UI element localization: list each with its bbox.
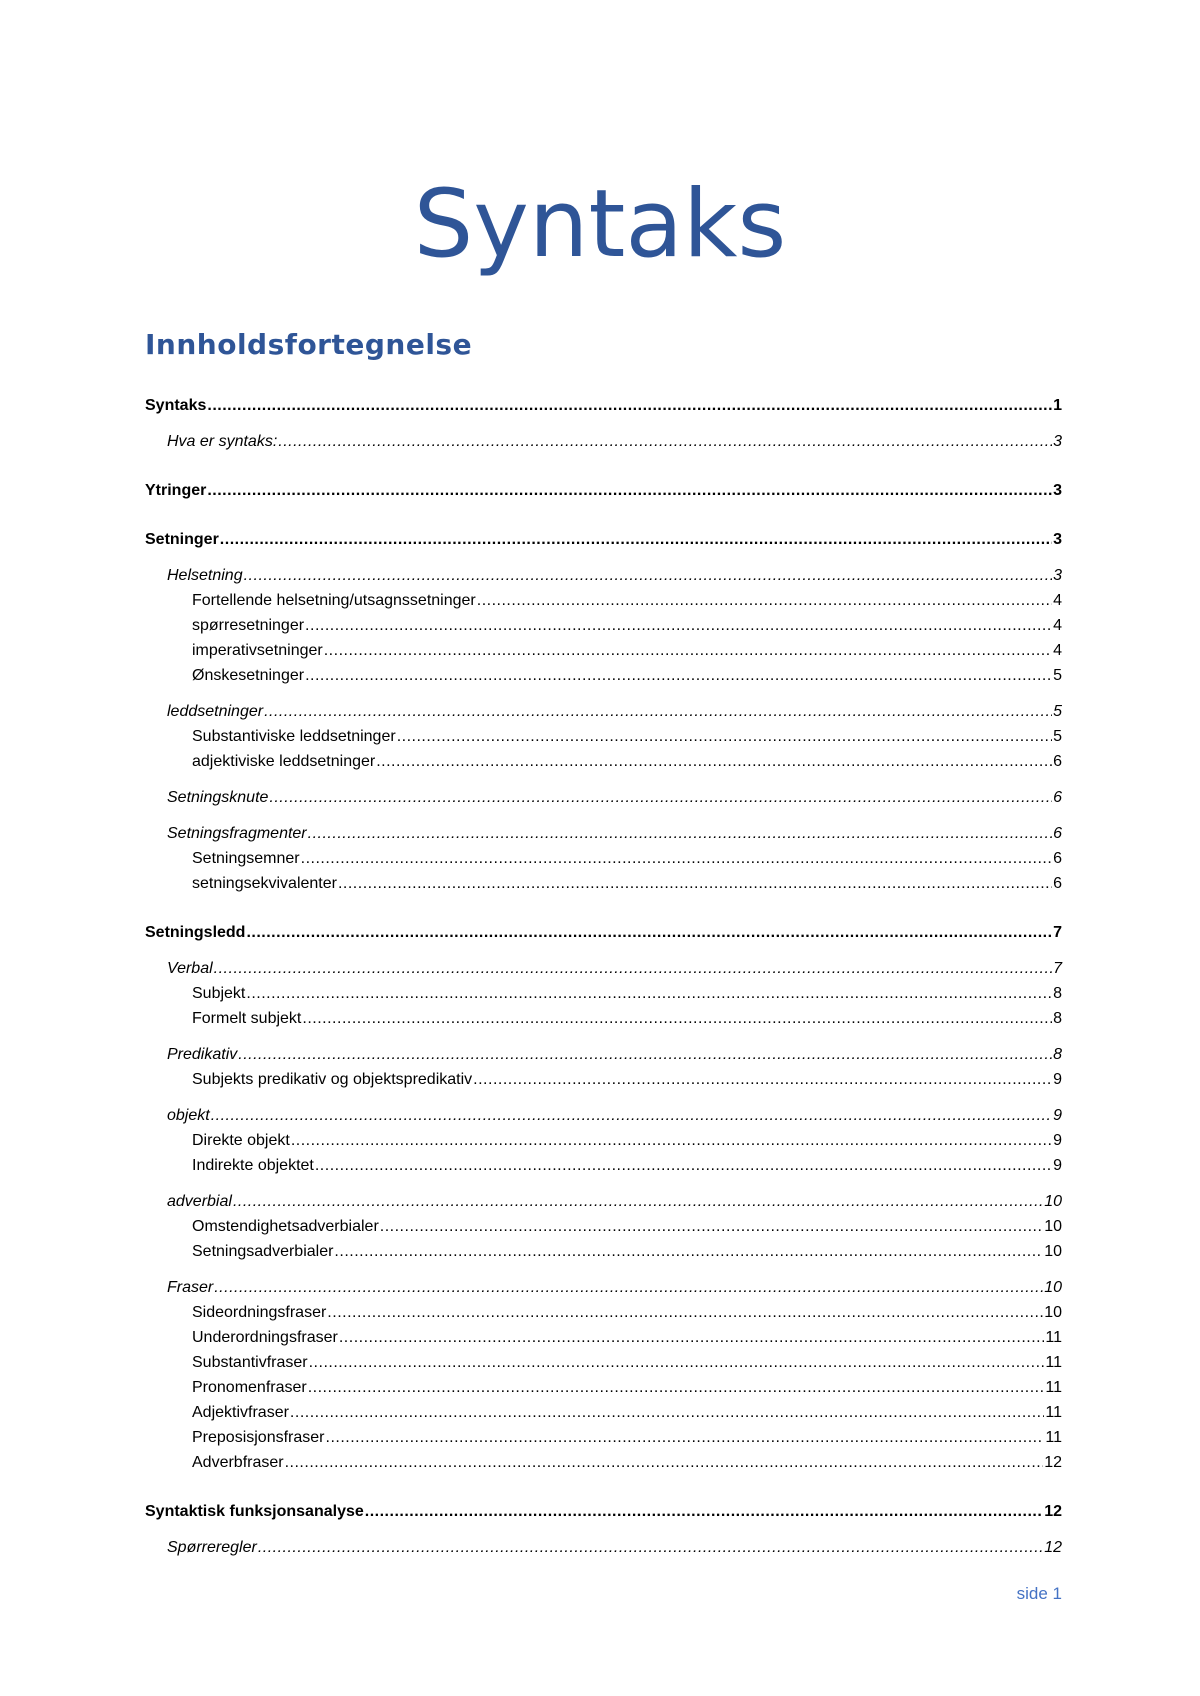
toc-entry[interactable] [145, 1042, 1062, 1067]
toc-entry-page: 4 [1053, 617, 1062, 634]
page-number-footer: side 1 [1016, 1584, 1062, 1603]
toc-entry[interactable] [145, 1300, 1062, 1325]
document-title: Syntaks [413, 170, 787, 279]
toc-leader-dots [315, 1153, 1052, 1178]
toc-entry[interactable] [145, 1275, 1062, 1300]
toc-leader-dots [334, 1239, 1043, 1264]
toc-leader-dots [290, 1400, 1044, 1425]
toc-entry[interactable] [145, 1535, 1062, 1560]
toc-entry-page: 7 [1053, 960, 1062, 977]
toc-entry-title: adjektiviske leddsetninger [192, 753, 376, 770]
toc-entry-page: 1 [1053, 397, 1062, 414]
toc-entry[interactable] [145, 1153, 1062, 1178]
table-of-contents [145, 393, 1062, 1560]
toc-entry[interactable] [145, 1375, 1062, 1400]
toc-entry[interactable] [145, 749, 1062, 774]
toc-entry-page: 12 [1044, 1454, 1062, 1471]
toc-entry[interactable] [145, 699, 1062, 724]
toc-leader-dots [207, 393, 1052, 418]
toc-leader-dots [264, 699, 1052, 724]
toc-entry[interactable] [145, 588, 1062, 613]
toc-entry-page: 12 [1044, 1539, 1062, 1556]
toc-entry[interactable] [145, 1128, 1062, 1153]
toc-entry-page: 7 [1053, 924, 1062, 941]
toc-entry-title: imperativsetninger [192, 642, 323, 659]
toc-entry-page: 11 [1045, 1429, 1062, 1446]
toc-entry-title: Ytringer [145, 482, 207, 499]
toc-entry-title: Sideordningsfraser [192, 1304, 327, 1321]
toc-entry-title: setningsekvivalenter [192, 875, 337, 892]
toc-entry[interactable] [145, 1325, 1062, 1350]
toc-entry-title: Substantivfraser [192, 1354, 308, 1371]
toc-entry[interactable] [145, 638, 1062, 663]
toc-entry-title: Setningsfragmenter [167, 825, 307, 842]
toc-entry[interactable] [145, 1400, 1062, 1425]
toc-leader-dots [285, 1450, 1044, 1475]
toc-leader-dots [258, 1535, 1043, 1560]
toc-entry-title: Indirekte objektet [192, 1157, 314, 1174]
toc-leader-dots [244, 563, 1052, 588]
toc-entry[interactable] [145, 613, 1062, 638]
toc-entry-page: 11 [1045, 1379, 1062, 1396]
toc-entry-page: 6 [1053, 753, 1062, 770]
toc-entry[interactable] [145, 956, 1062, 981]
toc-entry[interactable] [145, 871, 1062, 896]
toc-entry-title: Syntaktisk funksjonsanalyse [145, 1503, 364, 1520]
toc-leader-dots [211, 1103, 1052, 1128]
toc-entry-page: 11 [1045, 1354, 1062, 1371]
toc-entry-title: Preposisjonsfraser [192, 1429, 325, 1446]
toc-entry-title: Hva er syntaks: [167, 433, 278, 450]
toc-entry-page: 3 [1053, 482, 1062, 499]
toc-entry[interactable] [145, 981, 1062, 1006]
toc-leader-dots [207, 478, 1052, 503]
toc-entry-page: 9 [1053, 1157, 1062, 1174]
toc-entry-title: Fortellende helsetning/utsagnssetninger [192, 592, 476, 609]
toc-entry-page: 3 [1053, 433, 1062, 450]
toc-entry[interactable] [145, 393, 1062, 418]
toc-entry-title: Subjekts predikativ og objektspredikativ [192, 1071, 473, 1088]
toc-entry-title: Adverbfraser [192, 1454, 284, 1471]
toc-leader-dots [302, 1006, 1052, 1031]
toc-leader-dots [305, 663, 1052, 688]
toc-heading: Innholdsfortegnelse [145, 328, 473, 361]
toc-entry[interactable] [145, 429, 1062, 454]
toc-entry[interactable] [145, 1239, 1062, 1264]
toc-entry-title: Setninger [145, 531, 219, 548]
toc-leader-dots [301, 846, 1052, 871]
toc-entry-page: 8 [1053, 1010, 1062, 1027]
toc-leader-dots [214, 956, 1052, 981]
toc-entry-title: objekt [167, 1107, 210, 1124]
toc-entry[interactable] [145, 1214, 1062, 1239]
toc-entry[interactable] [145, 920, 1062, 945]
toc-entry-page: 6 [1053, 850, 1062, 867]
toc-entry[interactable] [145, 563, 1062, 588]
toc-entry-title: Syntaks [145, 397, 207, 414]
toc-entry-title: Setningsledd [145, 924, 246, 941]
toc-entry[interactable] [145, 1006, 1062, 1031]
toc-entry-page: 9 [1053, 1107, 1062, 1124]
toc-entry-title: Omstendighetsadverbialer [192, 1218, 379, 1235]
toc-entry-page: 5 [1053, 703, 1062, 720]
toc-entry[interactable] [145, 1189, 1062, 1214]
toc-leader-dots [214, 1275, 1043, 1300]
toc-leader-dots [233, 1189, 1043, 1214]
toc-entry[interactable] [145, 1450, 1062, 1475]
toc-entry-title: Fraser [167, 1279, 214, 1296]
toc-leader-dots [327, 1300, 1043, 1325]
toc-leader-dots [380, 1214, 1043, 1239]
toc-leader-dots [269, 785, 1052, 810]
toc-entry-page: 10 [1044, 1243, 1062, 1260]
toc-entry-title: Substantiviske leddsetninger [192, 728, 396, 745]
toc-entry[interactable] [145, 724, 1062, 749]
toc-entry-title: Adjektivfraser [192, 1404, 289, 1421]
toc-entry-title: Setningsknute [167, 789, 269, 806]
toc-leader-dots [365, 1499, 1043, 1524]
toc-leader-dots [305, 613, 1052, 638]
toc-entry[interactable] [145, 785, 1062, 810]
toc-entry-title: Verbal [167, 960, 213, 977]
toc-entry[interactable] [145, 1425, 1062, 1450]
toc-entry-page: 3 [1053, 567, 1062, 584]
toc-leader-dots [309, 1350, 1045, 1375]
toc-entry-title: Underordningsfraser [192, 1329, 338, 1346]
toc-leader-dots [477, 588, 1052, 613]
toc-entry-title: Subjekt [192, 985, 246, 1002]
toc-entry-title: spørresetninger [192, 617, 305, 634]
toc-entry-page: 6 [1053, 789, 1062, 806]
toc-entry-page: 5 [1053, 667, 1062, 684]
toc-entry-page: 4 [1053, 642, 1062, 659]
toc-entry-page: 6 [1053, 875, 1062, 892]
toc-entry-title: leddsetninger [167, 703, 264, 720]
toc-entry-page: 3 [1053, 531, 1062, 548]
toc-entry-page: 4 [1053, 592, 1062, 609]
toc-entry-page: 8 [1053, 1046, 1062, 1063]
toc-leader-dots [220, 527, 1052, 552]
toc-entry-title: Helsetning [167, 567, 243, 584]
toc-leader-dots [246, 981, 1052, 1006]
toc-entry-title: Direkte objekt [192, 1132, 290, 1149]
toc-entry-page: 11 [1045, 1329, 1062, 1346]
toc-entry-title: adverbial [167, 1193, 232, 1210]
toc-entry[interactable] [145, 663, 1062, 688]
toc-entry[interactable] [145, 1103, 1062, 1128]
toc-entry-title: Setningsemner [192, 850, 300, 867]
toc-entry-page: 10 [1044, 1279, 1062, 1296]
toc-entry[interactable] [145, 1350, 1062, 1375]
toc-entry-page: 12 [1044, 1503, 1062, 1520]
toc-entry-page: 9 [1053, 1071, 1062, 1088]
toc-entry-title: Predikativ [167, 1046, 238, 1063]
toc-leader-dots [376, 749, 1052, 774]
toc-entry[interactable] [145, 1067, 1062, 1092]
toc-entry-title: Pronomenfraser [192, 1379, 307, 1396]
toc-entry-page: 6 [1053, 825, 1062, 842]
toc-leader-dots [308, 1375, 1045, 1400]
toc-leader-dots [338, 871, 1052, 896]
toc-entry-page: 5 [1053, 728, 1062, 745]
toc-entry-page: 10 [1044, 1218, 1062, 1235]
toc-entry[interactable] [145, 1499, 1062, 1524]
toc-entry-title: Setningsadverbialer [192, 1243, 334, 1260]
toc-leader-dots [397, 724, 1052, 749]
toc-entry-page: 10 [1044, 1304, 1062, 1321]
toc-entry-page: 9 [1053, 1132, 1062, 1149]
toc-leader-dots [308, 821, 1052, 846]
toc-leader-dots [473, 1067, 1052, 1092]
toc-entry-title: Ønskesetninger [192, 667, 305, 684]
toc-leader-dots [238, 1042, 1052, 1067]
toc-entry-page: 11 [1045, 1404, 1062, 1421]
toc-leader-dots [339, 1325, 1045, 1350]
toc-entry-page: 8 [1053, 985, 1062, 1002]
toc-entry[interactable] [145, 846, 1062, 871]
toc-entry[interactable] [145, 821, 1062, 846]
toc-entry[interactable] [145, 478, 1062, 503]
toc-leader-dots [246, 920, 1052, 945]
toc-entry-title: Spørreregler [167, 1539, 257, 1556]
toc-entry[interactable] [145, 527, 1062, 552]
toc-leader-dots [324, 638, 1052, 663]
toc-entry-title: Formelt subjekt [192, 1010, 302, 1027]
toc-entry-page: 10 [1044, 1193, 1062, 1210]
toc-leader-dots [278, 429, 1052, 454]
toc-leader-dots [291, 1128, 1052, 1153]
toc-leader-dots [326, 1425, 1045, 1450]
